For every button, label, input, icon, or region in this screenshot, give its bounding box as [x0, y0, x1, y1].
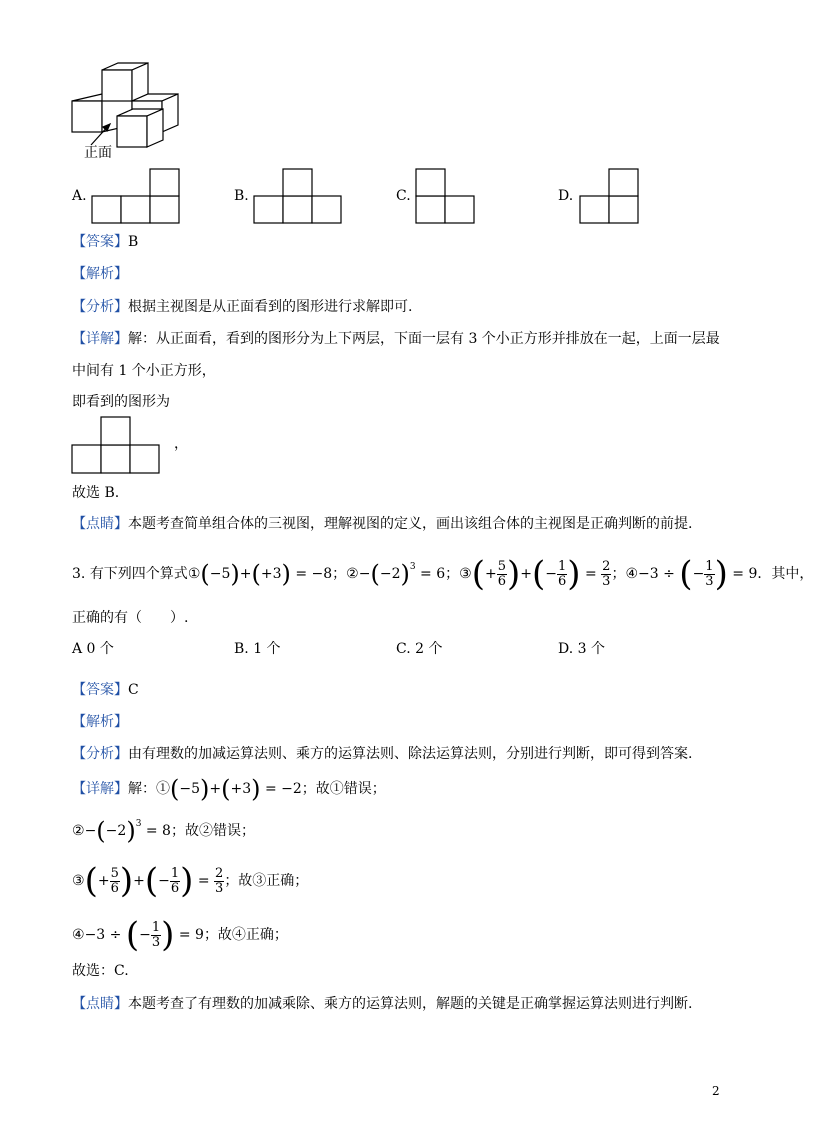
detail-1-tail: ；故①错误； [301, 781, 386, 797]
q2-analysis-line [72, 267, 128, 281]
xiangjie-tag: 【详解】 [72, 781, 128, 797]
q2-xiangjie-line-1 [72, 332, 720, 346]
option-c-label: C. [396, 188, 411, 204]
option-a-label: A. [72, 188, 87, 204]
detail-expr-2: $-(-2)^3 = 8$ [84, 817, 171, 845]
q3-option-d: D. 3 个 [558, 641, 605, 657]
circle-3: ③ [72, 873, 85, 889]
q3-detail-3 [72, 861, 308, 901]
q2-xiangjie-line-3: 即看到的图形为 [72, 394, 170, 410]
detail-expr-3: (+ $\frac{5}{6}$ )+(− $\frac{1}{6}$ ) = $\frac{2}{3}$ [84, 861, 224, 901]
circle-2: ② [346, 566, 359, 582]
q3-analysis-line [72, 715, 128, 729]
dianjing-text: 本题考查简单组合体的三视图，理解视图的定义，画出该组合体的主视图是正确判断的前提. [128, 516, 693, 532]
q3-stem-line [72, 554, 813, 594]
q2-fenxi-line [72, 300, 412, 314]
answer-tag: 【答案】 [72, 234, 128, 250]
q3-choose-line: 故选：C. [72, 963, 129, 979]
q3-detail-4 [72, 915, 288, 955]
q3-fenxi-line [72, 747, 692, 761]
xiangjie-prefix: 解：① [128, 781, 170, 797]
q3-detail-2 [72, 818, 255, 844]
answer-value: B [128, 234, 139, 250]
fenxi-text: 由有理数的加减运算法则、乘方的运算法则、除法运算法则，分别进行判断，即可得到答案. [128, 746, 693, 762]
q3-answer-line [72, 683, 139, 697]
expr-2: $-(-2)^3 = 6$； [358, 560, 460, 588]
detail-expr-1: (−5)+(+3) = −2 [170, 775, 302, 803]
answer-tag: 【答案】 [72, 682, 128, 698]
circle-4: ④ [72, 927, 85, 943]
expr-4: −3 ÷ (− $\frac{1}{3}$ ) = 9 [638, 554, 758, 594]
option-d-label: D. [558, 188, 574, 204]
dianjing-tag: 【点睛】 [72, 996, 128, 1012]
analysis-tag: 【解析】 [72, 714, 128, 730]
q2-dianjing-line [72, 517, 692, 531]
analysis-tag: 【解析】 [72, 266, 128, 282]
fenxi-tag: 【分析】 [72, 299, 128, 315]
expr-3: (+ $\frac{5}{6}$ )+(− $\frac{1}{6}$ ) = $\frac{2}{3}$ ； [471, 554, 626, 594]
expr-1: (−5)+(+3) = −8； [200, 560, 347, 588]
detail-4-tail: ；故④正确； [203, 927, 288, 943]
dianjing-tag: 【点睛】 [72, 516, 128, 532]
q2-choose-line: 故选 B. [72, 485, 120, 501]
q2-xiangjie-line-2: 中间有 1 个小正方形， [72, 363, 216, 379]
q3-dianjing-line [72, 997, 692, 1011]
circle-4: ④ [625, 566, 639, 582]
answer-value: C [128, 682, 139, 698]
q3-option-b: B. 1 个 [234, 641, 281, 657]
option-b-label: B. [234, 188, 249, 204]
q2-answer-line [72, 235, 138, 249]
xiangjie-text-1: 解：从正面看，看到的图形分为上下两层，下面一层有 3 个小正方形并排放在一起，上面一层最 [128, 331, 720, 347]
q3-number: 3. [72, 566, 86, 582]
detail-2-tail: ；故②错误； [170, 823, 255, 839]
q3-tail: ．其中， [757, 566, 813, 582]
q3-option-a: A 0 个 [72, 641, 114, 657]
front-label: 正面 [84, 145, 112, 161]
xiangjie-tag: 【详解】 [72, 331, 128, 347]
circle-3: ③ [459, 566, 472, 582]
q3-detail-1 [72, 776, 386, 802]
fenxi-text: 根据主视图是从正面看到的图形进行求解即可. [128, 299, 413, 315]
q3-intro: 有下列四个算式 [89, 566, 188, 582]
page-number: 2 [712, 1084, 720, 1098]
q3-stem-line-2: 正确的有（ ）. [72, 610, 189, 626]
q3-option-c: C. 2 个 [396, 641, 443, 657]
circle-1: ① [187, 566, 201, 582]
dianjing-text: 本题考查了有理数的加减乘除、乘方的运算法则，解题的关键是正确掌握运算法则进行判断. [128, 996, 693, 1012]
detail-3-tail: ；故③正确； [224, 873, 309, 889]
front-view-comma: ， [174, 436, 188, 452]
fenxi-tag: 【分析】 [72, 746, 128, 762]
circle-2: ② [72, 823, 85, 839]
detail-expr-4: −3 ÷ (− $\frac{1}{3}$ ) = 9 [84, 915, 204, 955]
